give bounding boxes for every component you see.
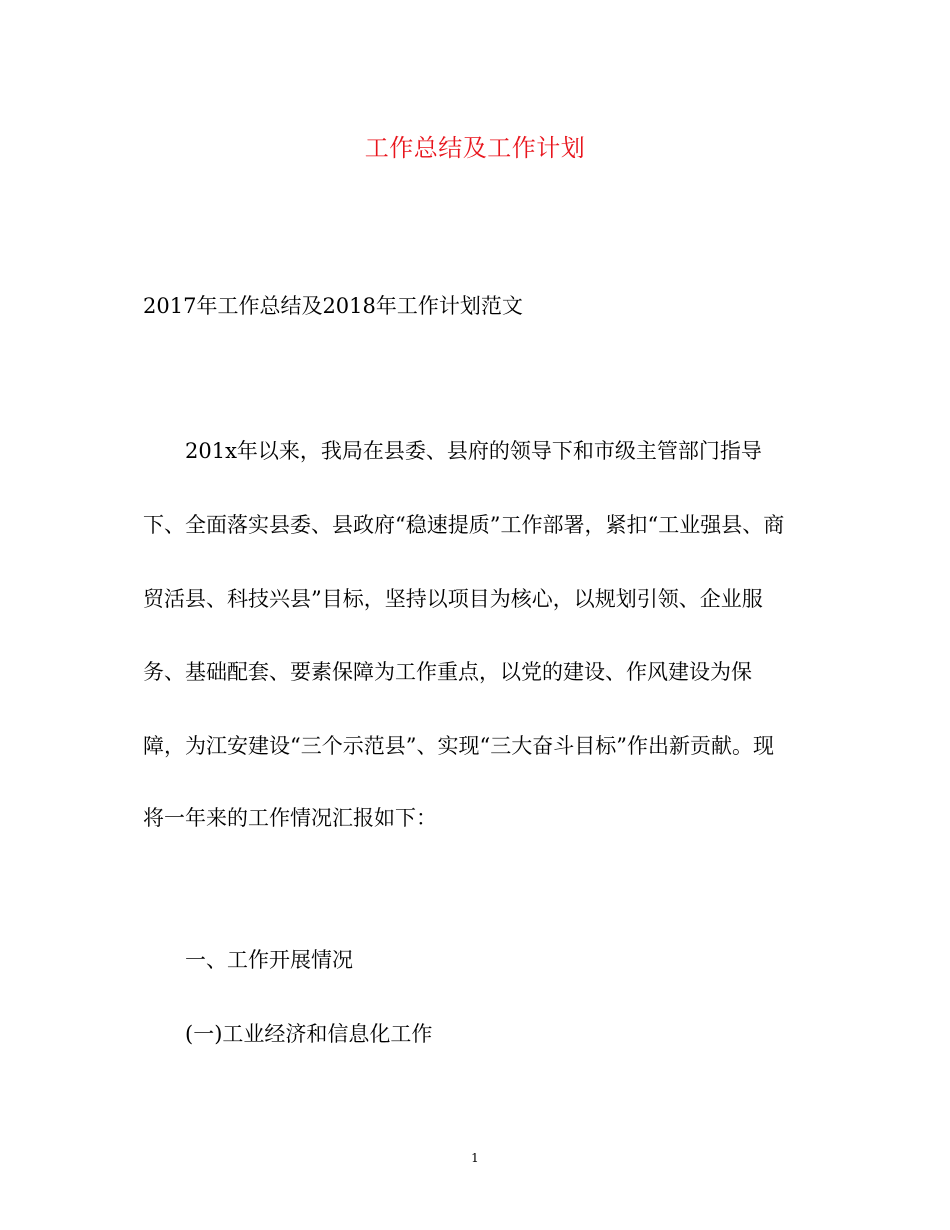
- subsection-heading: (一)工业经济和信息化工作: [185, 1022, 433, 1046]
- paragraph-line: 贸活县、科技兴县”目标，坚持以项目为核心，以规划引领、企业服: [143, 587, 763, 611]
- page-number: 1: [471, 1151, 479, 1165]
- paragraph-line: 障，为江安建设“三个示范县”、实现“三大奋斗目标”作出新贡献。现: [143, 734, 774, 758]
- paragraph-line: 下、全面落实县委、县政府“稳速提质”工作部署，紧扣“工业强县、商: [143, 513, 785, 537]
- paragraph-line: 201x年以来，我局在县委、县府的领导下和市级主管部门指导: [185, 439, 762, 463]
- document-title: 工作总结及工作计划: [364, 134, 586, 162]
- section-heading: 一、工作开展情况: [185, 948, 353, 972]
- paragraph-line: 将一年来的工作情况汇报如下：: [143, 806, 437, 830]
- paragraph-line: 务、基础配套、要素保障为工作重点，以党的建设、作风建设为保: [143, 660, 752, 684]
- document-subtitle: 2017年工作总结及2018年工作计划范文: [143, 294, 523, 318]
